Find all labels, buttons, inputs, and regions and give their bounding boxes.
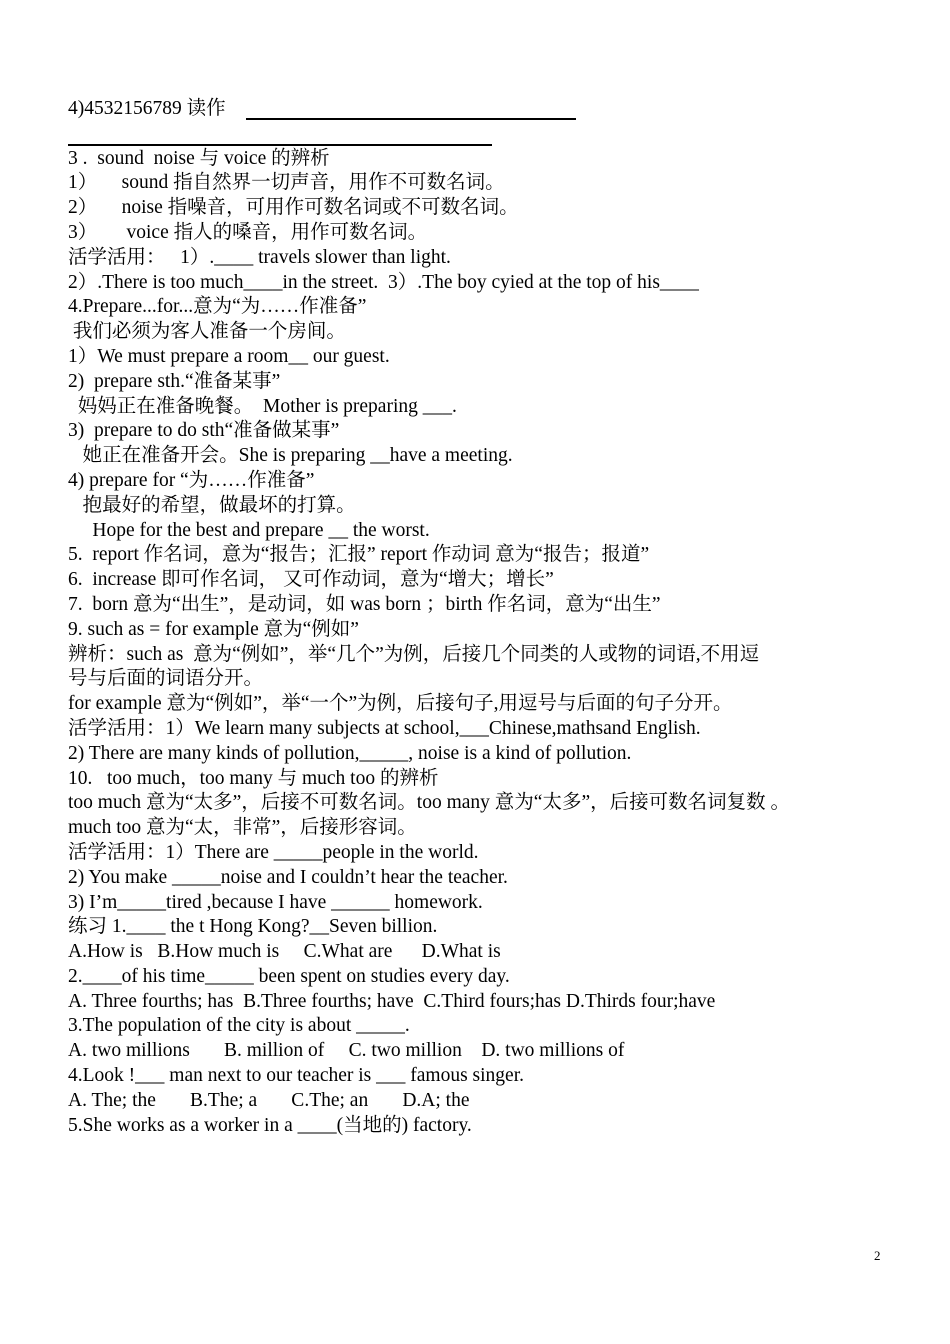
text-line: 号与后面的词语分开。 bbox=[68, 668, 264, 690]
page-number: 2 bbox=[874, 1248, 881, 1263]
text-line: 4)4532156789 读作 bbox=[68, 98, 226, 119]
text-line: 活学活用：1）There are _____people in the world. bbox=[68, 841, 479, 863]
text-line: 2） noise 指噪音，可用作可数名词或不可数名词。 bbox=[68, 197, 519, 219]
text-line: 4.Prepare...for...意为“为……作准备” bbox=[68, 296, 367, 318]
text-line: 4.Look !___ man next to our teacher is ___ famous singer. bbox=[68, 1065, 524, 1087]
text-line bbox=[68, 122, 898, 147]
text-line: 辨析：such as 意为“例如”，举“几个”为例，后接几个同类的人或物的词语,不用逗 bbox=[68, 643, 760, 665]
text-line: Hope for the best and prepare __ the worst. bbox=[68, 519, 430, 541]
text-line: 练习 1.____ the t Hong Kong?__Seven billion. bbox=[68, 916, 438, 938]
text-line: 2) You make _____noise and I couldn’t hear the teacher. bbox=[68, 866, 508, 888]
text-line: 3） voice 指人的嗓音，用作可数名词。 bbox=[68, 221, 428, 243]
text-line: too much 意为“太多”，后接不可数名词。too many 意为“太多”，后接可数名词复数 。 bbox=[68, 792, 790, 814]
text-line: A.How is B.How much is C.What are D.What is bbox=[68, 941, 501, 963]
text-line: 她正在准备开会。She is preparing __have a meeting. bbox=[68, 445, 513, 467]
text-line: 3.The population of the city is about _____. bbox=[68, 1015, 410, 1037]
text-line: A. two millions B. million of C. two million D. two millions of bbox=[68, 1040, 625, 1062]
text-line: 9. such as = for example 意为“例如” bbox=[68, 618, 359, 640]
text-line: for example 意为“例如”，举“一个”为例，后接句子,用逗号与后面的句子分开。 bbox=[68, 693, 733, 715]
text-line: 3) prepare to do sth“准备做某事” bbox=[68, 420, 340, 442]
text-line: 2) prepare sth.“准备某事” bbox=[68, 370, 281, 392]
text-line: 6. increase 即可作名词， 又可作动词，意为“增大；增长” bbox=[68, 569, 554, 591]
text-line: 我们必须为客人准备一个房间。 bbox=[68, 321, 346, 343]
text-line: much too 意为“太，非常”，后接形容词。 bbox=[68, 817, 417, 839]
text-line: 2) There are many kinds of pollution,_____, noise is a kind of pollution. bbox=[68, 742, 632, 764]
text-line: 7. born 意为“出生”，是动词，如 was born ；birth 作名词，意为“出生” bbox=[68, 593, 661, 615]
text-line: 2.____of his time_____ been spent on studies every day. bbox=[68, 965, 510, 987]
text-line: 4) prepare for “为……作准备” bbox=[68, 469, 315, 491]
text-line: 10. too much，too many 与 much too 的辨析 bbox=[68, 767, 439, 789]
text-line: 3) I’m_____tired ,because I have ______ homework. bbox=[68, 891, 483, 913]
text-line: 1） sound 指自然界一切声音，用作不可数名词。 bbox=[68, 172, 505, 194]
page-content bbox=[68, 97, 898, 1138]
text-line: 5.She works as a worker in a ____(当地的) factory. bbox=[68, 1114, 472, 1136]
text-line: 1）We must prepare a room__ our guest. bbox=[68, 345, 390, 367]
text-line: A. The; the B.The; a C.The; an D.A; the bbox=[68, 1089, 470, 1111]
text-line: 活学活用：1）We learn many subjects at school,___Chinese,mathsand English. bbox=[68, 717, 701, 739]
text-line: 2）.There is too much____in the street. 3）.The boy cyied at the top of his____ bbox=[68, 271, 699, 293]
text-line: 3 . sound noise 与 voice 的辨析 bbox=[68, 147, 330, 169]
text-line: 妈妈正在准备晚餐。 Mother is preparing ___. bbox=[68, 395, 457, 417]
text-line: 活学活用： 1）.____ travels slower than light. bbox=[68, 246, 451, 268]
text-line: A. Three fourths; has B.Three fourths; have C.Third fours;has D.Thirds four;have bbox=[68, 990, 716, 1012]
text-line: 5. report 作名词，意为“报告；汇报” report 作动词 意为“报告；报道” bbox=[68, 544, 650, 566]
text-line: 抱最好的希望，做最坏的打算。 bbox=[68, 494, 356, 516]
